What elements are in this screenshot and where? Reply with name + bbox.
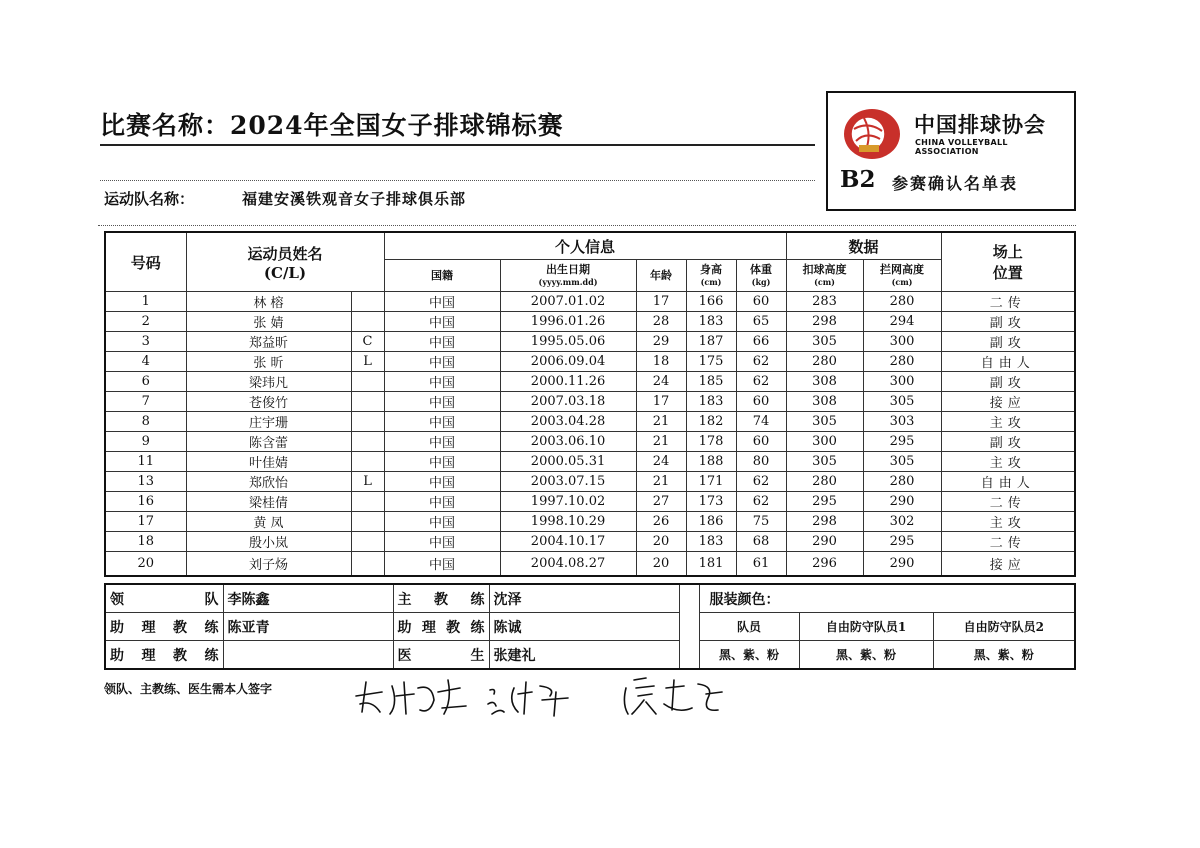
header-height-label: 身高 (700, 262, 723, 276)
cell-nat: 中国 (384, 372, 500, 392)
cell-height: 181 (686, 552, 736, 576)
staff-gap (679, 641, 699, 670)
header-personal-info: 个人信息 (384, 232, 786, 260)
cell-pos: 副攻 (941, 372, 1075, 392)
cell-weight: 62 (736, 472, 786, 492)
cell-age: 21 (636, 432, 686, 452)
table-row (105, 532, 1075, 552)
uniform-val-libero2: 黑、紫、粉 (933, 641, 1075, 670)
cell-age: 17 (636, 292, 686, 312)
cell-no: 4 (105, 352, 186, 372)
cell-spike: 280 (786, 472, 863, 492)
cell-name: 张 昕 (186, 352, 351, 372)
staff-label-text: 医 生 (397, 647, 485, 664)
cell-nat: 中国 (384, 492, 500, 512)
table-row (105, 512, 1075, 532)
cell-block: 302 (863, 512, 941, 532)
cell-block: 295 (863, 432, 941, 452)
cell-birth: 2003.07.15 (500, 472, 636, 492)
cell-cl: L (351, 352, 384, 372)
cell-nat: 中国 (384, 312, 500, 332)
cell-no: 18 (105, 532, 186, 552)
cell-weight: 61 (736, 552, 786, 576)
staff-label-text: 助 理 教 练 (397, 619, 485, 636)
cell-cl (351, 412, 384, 432)
header-weight-unit: (kg) (751, 276, 771, 287)
table-row (105, 332, 1075, 352)
header-spike (786, 260, 863, 292)
staff-asst3-value: 陈诚 (489, 613, 679, 641)
cell-height: 175 (686, 352, 736, 372)
cell-nat: 中国 (384, 392, 500, 412)
uniform-color-label: 服装颜色： (699, 584, 1075, 613)
cell-nat: 中国 (384, 452, 500, 472)
leader-signature (352, 674, 472, 718)
uniform-val-player: 黑、紫、粉 (699, 641, 799, 670)
staff-gap (679, 584, 699, 613)
cell-name: 殷小岚 (186, 532, 351, 552)
staff-label-text: 主 教 练 (397, 591, 485, 608)
cell-spike: 290 (786, 532, 863, 552)
table-row (105, 392, 1075, 412)
cell-block: 290 (863, 492, 941, 512)
cell-name: 刘子炀 (186, 552, 351, 576)
cell-age: 29 (636, 332, 686, 352)
staff-asst2-label (105, 641, 223, 670)
cell-weight: 68 (736, 532, 786, 552)
cell-height: 178 (686, 432, 736, 452)
cell-birth: 1998.10.29 (500, 512, 636, 532)
head-coach-signature (484, 674, 584, 718)
cell-pos: 副攻 (941, 312, 1075, 332)
cell-age: 24 (636, 452, 686, 472)
cell-cl (351, 372, 384, 392)
team-label: 运动队名称： (104, 190, 195, 208)
cell-name: 陈含蕾 (186, 432, 351, 452)
staff-head-coach-value: 沈泽 (489, 584, 679, 613)
staff-asst1-value: 陈亚青 (223, 613, 393, 641)
header-position-label: 场上 (992, 243, 1023, 261)
cell-weight: 74 (736, 412, 786, 432)
cell-block: 290 (863, 552, 941, 576)
staff-head-coach-label (393, 584, 489, 613)
cell-cl (351, 552, 384, 576)
staff-label-text: 领 队 (110, 591, 219, 608)
cell-nat: 中国 (384, 332, 500, 352)
cell-birth: 2007.03.18 (500, 392, 636, 412)
cell-pos: 接应 (941, 392, 1075, 412)
cell-block: 300 (863, 332, 941, 352)
association-logo-box (826, 91, 1076, 211)
cell-cl (351, 512, 384, 532)
form-code: B2 (840, 166, 876, 193)
cell-nat: 中国 (384, 432, 500, 452)
association-name-cn: 中国排球协会 (914, 112, 1046, 137)
doctor-signature (618, 674, 728, 718)
cell-block: 294 (863, 312, 941, 332)
table-row (105, 432, 1075, 452)
cell-block: 280 (863, 352, 941, 372)
cell-weight: 60 (736, 292, 786, 312)
cell-nat: 中国 (384, 352, 500, 372)
cell-name: 苍俊竹 (186, 392, 351, 412)
uniform-col-player: 队员 (699, 613, 799, 641)
sheet-divider (98, 225, 1076, 226)
competition-title: 比赛名称：2024年全国女子排球锦标赛 (100, 108, 815, 146)
cell-name: 梁玮凡 (186, 372, 351, 392)
cell-weight: 62 (736, 372, 786, 392)
header-block-unit: (cm) (891, 276, 913, 287)
cell-birth: 2000.05.31 (500, 452, 636, 472)
cell-birth: 2004.08.27 (500, 552, 636, 576)
cell-age: 20 (636, 532, 686, 552)
table-row (105, 412, 1075, 432)
cell-birth: 2003.06.10 (500, 432, 636, 452)
cell-block: 300 (863, 372, 941, 392)
cell-weight: 62 (736, 352, 786, 372)
cell-height: 166 (686, 292, 736, 312)
cell-no: 16 (105, 492, 186, 512)
cell-block: 280 (863, 292, 941, 312)
table-row (105, 372, 1075, 392)
cell-no: 20 (105, 552, 186, 576)
cell-birth: 2003.04.28 (500, 412, 636, 432)
uniform-col-libero1: 自由防守队员1 (799, 613, 933, 641)
cell-spike: 298 (786, 312, 863, 332)
cell-birth: 2007.01.02 (500, 292, 636, 312)
table-row (105, 292, 1075, 312)
header-name (186, 232, 384, 292)
header-weight (736, 260, 786, 292)
cell-pos: 自由人 (941, 472, 1075, 492)
header-name-sub: (C/L) (263, 263, 307, 282)
cell-pos: 副攻 (941, 332, 1075, 352)
roster-table (104, 231, 1076, 577)
cell-age: 24 (636, 372, 686, 392)
table-row (105, 552, 1075, 576)
cell-block: 305 (863, 452, 941, 472)
header-block (863, 260, 941, 292)
cell-nat: 中国 (384, 532, 500, 552)
cell-nat: 中国 (384, 472, 500, 492)
cell-block: 295 (863, 532, 941, 552)
cell-name: 郑欣怡 (186, 472, 351, 492)
header-birth-sub: (yyyy.mm.dd) (538, 276, 598, 287)
cell-age: 21 (636, 472, 686, 492)
cell-height: 187 (686, 332, 736, 352)
cell-name: 梁桂倩 (186, 492, 351, 512)
cell-weight: 75 (736, 512, 786, 532)
cell-age: 28 (636, 312, 686, 332)
cell-nat: 中国 (384, 512, 500, 532)
cell-no: 2 (105, 312, 186, 332)
volleyball-emblem-icon (842, 107, 902, 161)
cell-weight: 66 (736, 332, 786, 352)
cell-weight: 62 (736, 492, 786, 512)
uniform-val-libero1: 黑、紫、粉 (799, 641, 933, 670)
header-number: 号码 (105, 232, 186, 292)
staff-doctor-value: 张建礼 (489, 641, 679, 670)
cell-pos: 自由人 (941, 352, 1075, 372)
cell-spike: 295 (786, 492, 863, 512)
cell-pos: 二传 (941, 532, 1075, 552)
cell-no: 9 (105, 432, 186, 452)
uniform-col-libero2: 自由防守队员2 (933, 613, 1075, 641)
cell-cl (351, 432, 384, 452)
header-nationality: 国籍 (384, 260, 500, 292)
cell-birth: 1995.05.06 (500, 332, 636, 352)
cell-nat: 中国 (384, 292, 500, 312)
staff-table (104, 583, 1076, 670)
cell-name: 张 婧 (186, 312, 351, 332)
header-spike-unit: (cm) (814, 276, 835, 287)
cell-name: 黄 凤 (186, 512, 351, 532)
cell-pos: 二传 (941, 492, 1075, 512)
cell-birth: 1997.10.02 (500, 492, 636, 512)
cell-birth: 2006.09.04 (500, 352, 636, 372)
header-weight-label: 体重 (750, 262, 773, 276)
cell-cl (351, 312, 384, 332)
cell-age: 21 (636, 412, 686, 432)
cell-spike: 305 (786, 452, 863, 472)
cell-no: 8 (105, 412, 186, 432)
cell-birth: 2004.10.17 (500, 532, 636, 552)
cell-nat: 中国 (384, 552, 500, 576)
cell-weight: 80 (736, 452, 786, 472)
cell-spike: 283 (786, 292, 863, 312)
table-row (105, 492, 1075, 512)
header-block-label: 拦网高度 (880, 262, 925, 276)
cell-name: 林 榕 (186, 292, 351, 312)
cell-cl (351, 292, 384, 312)
header-birth-label: 出生日期 (546, 262, 591, 276)
header-age: 年龄 (636, 260, 686, 292)
cell-weight: 65 (736, 312, 786, 332)
cell-nat: 中国 (384, 412, 500, 432)
cell-block: 305 (863, 392, 941, 412)
table-row (105, 452, 1075, 472)
header-name-label: 运动员姓名 (247, 244, 323, 263)
header-data: 数据 (786, 232, 941, 260)
cell-cl: C (351, 332, 384, 352)
cell-no: 3 (105, 332, 186, 352)
association-name-en: CHINA VOLLEYBALL ASSOCIATION (915, 138, 1008, 156)
staff-doctor-label (393, 641, 489, 670)
cell-age: 26 (636, 512, 686, 532)
cell-age: 18 (636, 352, 686, 372)
cell-spike: 280 (786, 352, 863, 372)
cell-spike: 300 (786, 432, 863, 452)
cell-height: 188 (686, 452, 736, 472)
cell-age: 17 (636, 392, 686, 412)
cell-pos: 主攻 (941, 512, 1075, 532)
signature-note: 领队、主教练、医生需本人签字 (104, 682, 273, 696)
staff-asst2-value (223, 641, 393, 670)
staff-asst3-label (393, 613, 489, 641)
cell-no: 6 (105, 372, 186, 392)
form-name: 参赛确认名单表 (892, 174, 1019, 193)
staff-gap (679, 613, 699, 641)
cell-pos: 副攻 (941, 432, 1075, 452)
cell-spike: 296 (786, 552, 863, 576)
cell-pos: 主攻 (941, 452, 1075, 472)
header-height (686, 260, 736, 292)
staff-label-text: 助 理 教 练 (110, 647, 219, 664)
table-row (105, 312, 1075, 332)
cell-age: 27 (636, 492, 686, 512)
cell-height: 186 (686, 512, 736, 532)
cell-cl (351, 532, 384, 552)
staff-leader-label (105, 584, 223, 613)
cell-height: 173 (686, 492, 736, 512)
header-height-unit: (cm) (700, 276, 722, 287)
cell-height: 183 (686, 312, 736, 332)
header-position-sub: 位置 (992, 264, 1023, 282)
cell-weight: 60 (736, 392, 786, 412)
roster-body (105, 292, 1075, 576)
cell-spike: 308 (786, 372, 863, 392)
staff-label-text: 助 理 教 练 (110, 619, 219, 636)
team-name: 福建安溪铁观音女子排球俱乐部 (242, 190, 467, 208)
table-row (105, 352, 1075, 372)
cell-no: 17 (105, 512, 186, 532)
header-position (941, 232, 1075, 292)
cell-block: 303 (863, 412, 941, 432)
cell-name: 郑益昕 (186, 332, 351, 352)
staff-asst1-label (105, 613, 223, 641)
cell-cl (351, 492, 384, 512)
cell-age: 20 (636, 552, 686, 576)
cell-spike: 305 (786, 332, 863, 352)
cell-spike: 308 (786, 392, 863, 412)
cell-cl: L (351, 472, 384, 492)
cell-height: 171 (686, 472, 736, 492)
cell-pos: 接应 (941, 552, 1075, 576)
cell-block: 280 (863, 472, 941, 492)
cell-height: 183 (686, 392, 736, 412)
cell-no: 13 (105, 472, 186, 492)
cell-name: 叶佳婧 (186, 452, 351, 472)
cell-no: 11 (105, 452, 186, 472)
cell-weight: 60 (736, 432, 786, 452)
cell-height: 182 (686, 412, 736, 432)
cell-spike: 298 (786, 512, 863, 532)
title-divider (100, 180, 815, 181)
cell-cl (351, 392, 384, 412)
cell-birth: 1996.01.26 (500, 312, 636, 332)
cell-name: 庄宇珊 (186, 412, 351, 432)
header-spike-label: 扣球高度 (802, 262, 847, 276)
cell-height: 183 (686, 532, 736, 552)
staff-leader-value: 李陈鑫 (223, 584, 393, 613)
cell-birth: 2000.11.26 (500, 372, 636, 392)
cell-pos: 主攻 (941, 412, 1075, 432)
cell-spike: 305 (786, 412, 863, 432)
cell-no: 1 (105, 292, 186, 312)
cell-cl (351, 452, 384, 472)
table-row (105, 472, 1075, 492)
cell-no: 7 (105, 392, 186, 412)
cell-height: 185 (686, 372, 736, 392)
cell-pos: 二传 (941, 292, 1075, 312)
header-birth (500, 260, 636, 292)
